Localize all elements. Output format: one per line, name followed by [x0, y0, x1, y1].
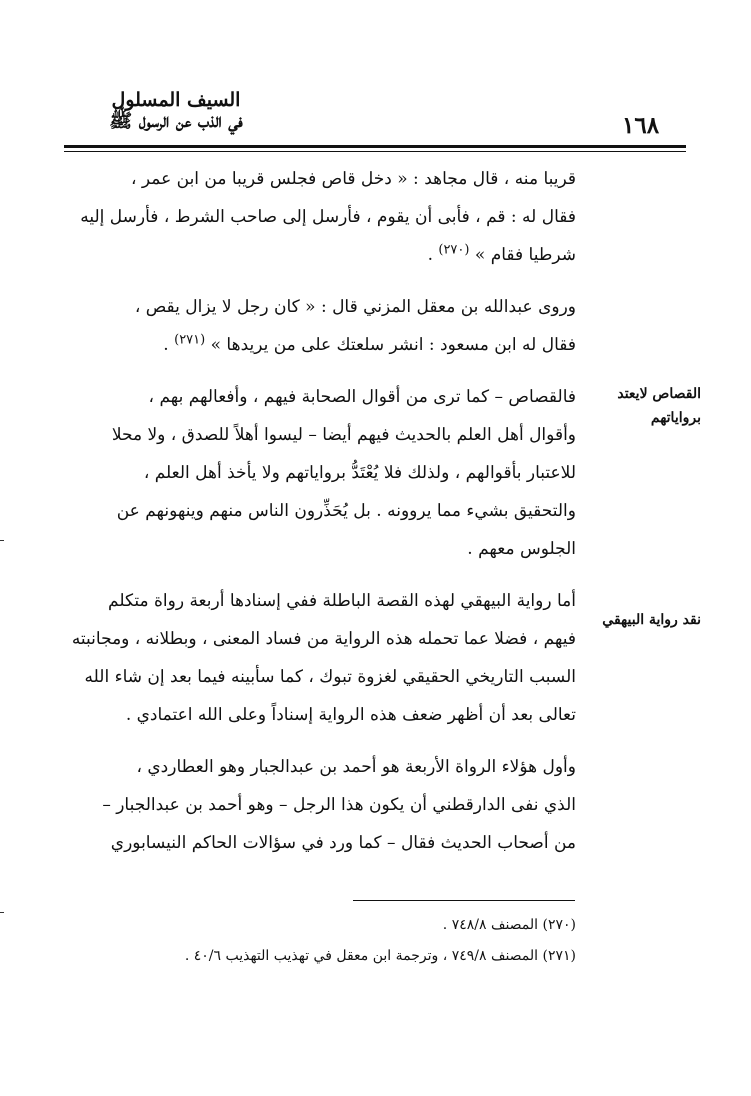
footnote-ref-271: (٢٧١): [174, 332, 206, 348]
paragraph-1: [70, 160, 576, 274]
running-title-line2: في الذب عن الرسول ﷺ: [109, 110, 243, 133]
header-rule-thick: [64, 145, 686, 148]
text-line: وأول هؤلاء الرواة الأربعة هو أحمد بن عبدالجبار وهو العطاردي ،: [136, 757, 576, 777]
scan-edge-mark: [0, 540, 4, 541]
text-line: شرطيا فقام » $^{(٢٧٠)}$ .: [427, 242, 576, 265]
text-line: أما رواية البيهقي لهذه القصة الباطلة ففي إسنادها أربعة رواة متكلم: [108, 591, 576, 611]
margin-note-bayhaqi-critique: نقد رواية البيهقي: [602, 612, 701, 628]
text-line: السبب التاريخي الحقيقي لغزوة تبوك ، كما سأبينه فيما بعد إن شاء الله: [84, 667, 576, 687]
text-segment: فقال له ابن مسعود : انشر سلعتك على من يريدها »: [210, 335, 576, 355]
margin-note-storytellers: القصاص لايعتد برواياتهم: [617, 386, 701, 426]
paragraph-2: [70, 288, 576, 364]
footnote-270: (٢٧٠) المصنف ٧٤٨/٨ .: [442, 917, 576, 933]
text-line: وأقوال أهل العلم بالحديث فيهم أيضا – ليسوا أهلاً للصدق ، ولا محلا: [111, 425, 576, 445]
text-line: للاعتبار بأقوالهم ، ولذلك فلا يُعْتَدُّ برواياتهم ولا يأخذ أهل العلم ،: [143, 463, 576, 483]
running-title: [66, 90, 286, 133]
text-line: فقال له : قم ، فأبى أن يقوم ، فأرسل إلى صاحب الشرط ، فأرسل إليه: [80, 207, 576, 227]
text-line: فقال له ابن مسعود : انشر سلعتك على من يريدها » $^{(٢٧١)}$ .: [163, 332, 576, 355]
footnote-271: (٢٧١) المصنف ٧٤٩/٨ ، وترجمة ابن معقل في تهذيب التهذيب ٤٠/٦ .: [184, 948, 576, 964]
scan-edge-mark: [0, 912, 4, 913]
text-line: الذي نفى الدارقطني أن يكون هذا الرجل – وهو أحمد بن عبدالجبار –: [102, 795, 576, 815]
text-line: فالقصاص – كما ترى من أقوال الصحابة فيهم ، وأفعالهم بهم ،: [148, 387, 576, 407]
text-line: قريبا منه ، قال مجاهد : « دخل قاص فجلس قريبا من ابن عمر ،: [130, 169, 576, 189]
text-line: فيهم ، فضلا عما تحمله هذه الرواية من فساد المعنى ، وبطلانه ، ومجانبته: [71, 629, 576, 649]
text-line: من أصحاب الحديث فقال – كما ورد في سؤالات الحاكم النيسابوري: [110, 833, 576, 853]
text-segment: شرطيا فقام »: [474, 245, 576, 265]
paragraph-3: [70, 378, 576, 568]
main-text: [70, 160, 576, 876]
footnote-ref-270: (٢٧٠): [438, 242, 470, 258]
footnotes: [120, 910, 576, 972]
footnote-separator: [353, 900, 575, 901]
text-line: تعالى بعد أن أظهر ضعف هذه الرواية إسناداً وعلى الله اعتمادي .: [125, 705, 576, 725]
header-rule-thin: [64, 151, 686, 152]
paragraph-4: [70, 582, 576, 734]
text-line: والتحقيق بشيء مما يروونه . بل يُحَذِّرون الناس منهم وينهونهم عن: [116, 501, 576, 521]
text-line: الجلوس معهم .: [467, 539, 576, 559]
paragraph-5: [70, 748, 576, 862]
page-number: ١٦٨: [622, 112, 660, 139]
running-title-line1: السيف المسلول: [111, 89, 241, 111]
text-line: وروى عبدالله بن معقل المزني قال : « كان رجل لا يزال يقص ،: [134, 297, 576, 317]
